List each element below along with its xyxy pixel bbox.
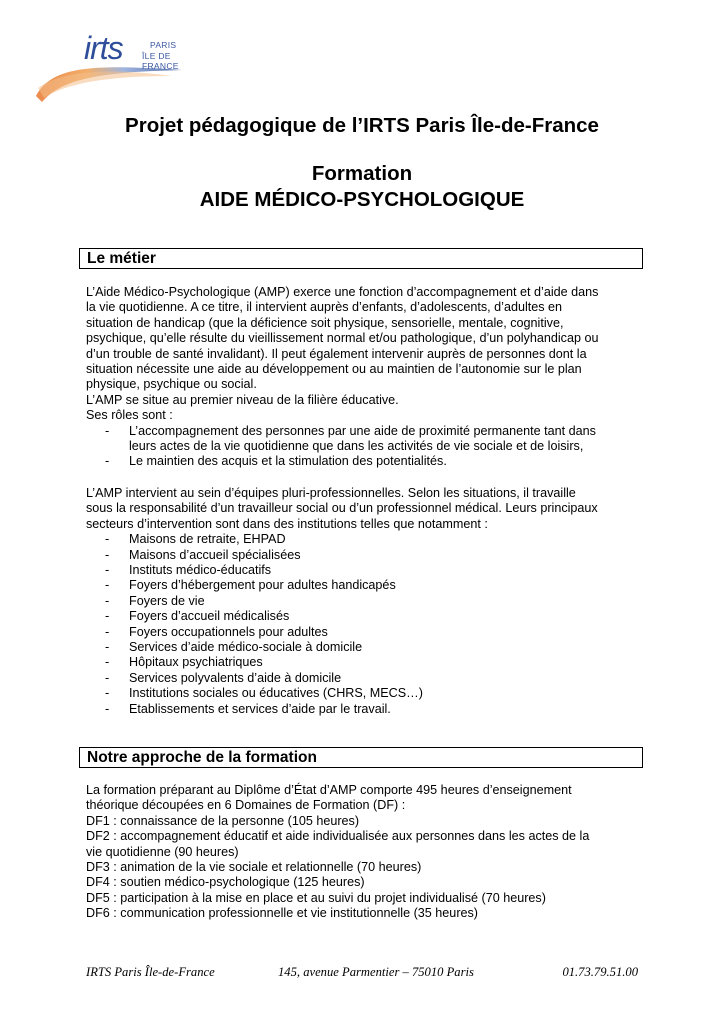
section-heading-approche: Notre approche de la formation	[79, 747, 643, 768]
list-item: - Etablissements et services d’aide par le travail.	[86, 702, 638, 717]
list-item: - Services polyvalents d’aide à domicile	[86, 671, 638, 686]
list-item: - Maisons d’accueil spécialisées	[86, 548, 638, 563]
paragraph-line: la vie quotidienne. A ce titre, il intervient auprès d’enfants, d’adolescents, d’adultes en	[86, 300, 563, 315]
list-item: - Foyers occupationnels pour adultes	[86, 625, 638, 640]
list-item-text: Institutions sociales ou éducatives (CHRS, MECS…)	[129, 686, 423, 701]
list-item-text: Etablissements et services d’aide par le travail.	[129, 701, 391, 716]
list-item: - Services d’aide médico-sociale à domicile	[86, 640, 638, 655]
list-item-text: Foyers d’hébergement pour adultes handicapés	[129, 578, 396, 593]
df-line: DF5 : participation à la mise en place et au suivi du projet individualisé (70 heures)	[86, 890, 546, 905]
logo-paris: PARIS	[150, 40, 177, 50]
paragraph-line: situation nécessite une aide au développement ou au maintien de l’autonomie sur le plan	[86, 362, 582, 377]
paragraph-line: sous la responsabilité d’un travailleur social ou d’un professionnel médical. Leurs principaux	[86, 501, 598, 516]
list-item-text: Services polyvalents d’aide à domicile	[129, 670, 342, 685]
paragraph-line: situation de handicap (que la déficience soit physique, sensorielle, mentale, cognitive,	[86, 315, 564, 330]
paragraph-line: L’Aide Médico-Psychologique (AMP) exerce une fonction d’accompagnement et d’aide dans	[86, 285, 599, 299]
df-line: DF2 : accompagnement éducatif et aide individualisée aux personnes dans les actes de la	[86, 829, 590, 844]
df-line: vie quotidienne (90 heures)	[86, 844, 239, 859]
list-item: - Foyers d’accueil médicalisés	[86, 609, 638, 624]
list-item-text: Hôpitaux psychiatriques	[129, 655, 263, 670]
list-item-text: leurs actes de la vie quotidienne que dans les activités de vie sociale et de loisirs,	[129, 439, 584, 454]
logo-wordmark: irts	[84, 30, 123, 66]
list-item: - L’accompagnement des personnes par une aide de proximité permanente tant dans leurs actes de la vie quotidienne que dans les activités de vie sociale et de loisirs,	[86, 424, 638, 455]
list-item: - Foyers de vie	[86, 594, 638, 609]
page-title: Projet pédagogique de l’IRTS Paris Île-de-France	[125, 114, 599, 137]
footer-address: 145, avenue Parmentier – 75010 Paris	[278, 965, 474, 979]
footer-phone: 01.73.79.51.00	[562, 965, 638, 979]
formation-label: Formation	[311, 162, 413, 185]
list-item-text: Maisons d’accueil spécialisées	[129, 547, 301, 562]
section-metier-context	[86, 486, 638, 717]
irts-logo	[32, 26, 194, 104]
list-item-text: Maisons de retraite, EHPAD	[129, 532, 286, 547]
list-item-text: L’accompagnement des personnes par une aide de proximité permanente tant dans	[129, 423, 596, 438]
paragraph-line: d’un trouble de santé invalidant). Il peut également intervenir auprès de personnes dont la	[86, 346, 587, 361]
section-heading-metier: Le métier	[79, 248, 643, 269]
level-statement: L’AMP se situe au premier niveau de la filière éducative.	[86, 392, 399, 407]
list-item: - Hôpitaux psychiatriques	[86, 655, 638, 670]
list-item: - Le maintien des acquis et la stimulation des potentialités.	[86, 454, 638, 469]
section-approche-body	[86, 783, 638, 922]
footer-name: IRTS Paris Île-de-France	[86, 965, 215, 979]
list-item: - Institutions sociales ou éducatives (CHRS, MECS…)	[86, 686, 638, 701]
df-line: DF4 : soutien médico-psychologique (125 heures)	[86, 875, 365, 890]
paragraph-line: secteurs d’intervention sont dans des institutions telles que notamment :	[86, 516, 488, 531]
formation-name: AIDE MÉDICO-PSYCHOLOGIQUE	[199, 188, 525, 211]
list-item-text: Foyers de vie	[129, 593, 205, 608]
section-metier-body	[86, 285, 638, 470]
logo-ile-de-france: ÎLE DE FRANCE	[142, 51, 179, 71]
paragraph-line: L’AMP intervient au sein d’équipes pluri-professionnelles. Selon les situations, il travaille	[86, 486, 576, 500]
list-item: - Maisons de retraite, EHPAD	[86, 532, 638, 547]
df-line: DF6 : communication professionnelle et vie institutionnelle (35 heures)	[86, 906, 479, 921]
list-item-text: Instituts médico-éducatifs	[129, 563, 272, 578]
paragraph-line: théorique découpées en 6 Domaines de Formation (DF) :	[86, 798, 406, 813]
list-item: - Instituts médico-éducatifs	[86, 563, 638, 578]
list-item-text: Services d’aide médico-sociale à domicile	[129, 640, 363, 655]
df-line: DF3 : animation de la vie sociale et relationnelle (70 heures)	[86, 860, 422, 875]
list-item-text: Foyers d’accueil médicalisés	[129, 609, 290, 624]
roles-label: Ses rôles sont :	[86, 408, 173, 423]
list-item-text: Le maintien des acquis et la stimulation des potentialités.	[129, 454, 447, 469]
list-item-text: Foyers occupationnels pour adultes	[129, 624, 328, 639]
df-line: DF1 : connaissance de la personne (105 heures)	[86, 813, 360, 828]
paragraph-line: La formation préparant au Diplôme d’État d’AMP comporte 495 heures d’enseignement	[86, 783, 572, 797]
paragraph-line: psychique, qu’elle résulte du vieillissement normal et/ou pathologique, d’un polyhandicap ou	[86, 331, 599, 346]
list-item: - Foyers d’hébergement pour adultes handicapés	[86, 578, 638, 593]
paragraph-line: physique, psychique ou social.	[86, 377, 257, 392]
